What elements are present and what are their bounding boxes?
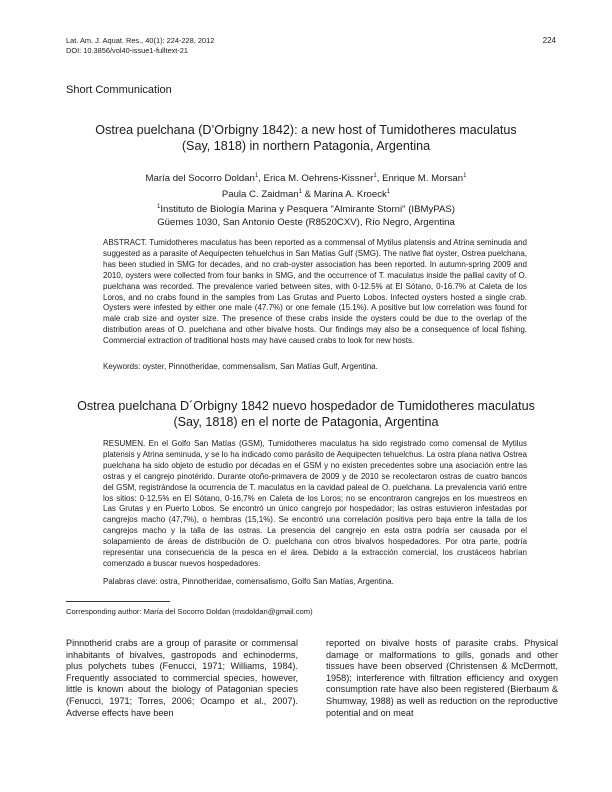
- author-separator: ,: [376, 173, 383, 185]
- keywords-label: Keywords:: [103, 362, 141, 371]
- resumen-label: RESUMEN.: [103, 439, 146, 448]
- abstract-label: ABSTRACT.: [103, 238, 148, 247]
- affiliation-mark: 1: [373, 173, 377, 179]
- abstract-en: [103, 238, 527, 347]
- running-header: [66, 36, 214, 56]
- abstract-text: Tumidotheres maculatus has been reported as a commensal of Mytilus platensis and Atrina seminuda and suggested as a parasite of Aequipecten tehuelchus in San Matías Gulf (SMG). The native flat oyster, Ostrea puelchana, has been studied in SMG for decades, and no crab-oyster association has been reported. In autumn-spring 2009 and 2010, oysters were collected from four banks in SMG, and the occurrence of T. maculatus inside the pallial cavity of O. puelchana was recorded. The prevalence varied between sites, with 0-12.5% at El Sótano, 0-16.7% at Caleta de los Loros, and no crabs found in the samples from Las Grutas and Puerto Lobos. Infected oysters hosted a single crab. Oysters were infested by either one male (47.7%) or one female (15.1%). A positive but low correlation was found for male crab size and oyster size. The presence of these crabs inside the oysters could be due to the overlap of the distribution areas of O. puelchana and other bivalve hosts. Our findings may also be a consequence of local fishing. Commercial extraction of traditional hosts may have caused crabs to look for new hosts.: [103, 238, 528, 346]
- author-separator: &: [302, 188, 314, 200]
- keywords-text: oyster, Pinnotheridae, commensalism, San Matías Gulf, Argentina.: [142, 362, 378, 371]
- footnote-rule: [66, 601, 170, 602]
- affiliation-mark: 1: [386, 188, 391, 195]
- keywords-en: [103, 362, 527, 371]
- affiliation-mark: 1: [298, 188, 302, 195]
- author-block: [66, 170, 546, 229]
- affiliation-mark: 1: [254, 173, 259, 179]
- abstract-es: [103, 439, 527, 570]
- resumen-text: En el Golfo San Matías (GSM), Tumidotheres maculatus ha sido registrado como comensal de Mytilus platensis y Atrina seminuda, y se lo ha indicado como parásito de Aequipecten tehuelchus. La ostra plana nativa Ostrea puelchana ha sido objeto de estudio por décadas en el GSM y no existen precedentes sobre una asociación entre las ostras y el cangrejo pinotérido. Durante otoño-primavera de 2009 y de 2010 se recolectaron ostras de cuatro bancos del GSM, registrándose la ocurrencia de T. maculatus en la cavidad paleal de O. puelchana. La prevalencia varió entre los sitios: 0-12,5% en El Sótano, 0-16,7% en Caleta de los Loros; no se encontraron cangrejos en los muestreos en Las Grutas y en Puerto Lobos. Se encontró un único cangrejo por hospedador; las ostras estuvieron infestadas por cangrejos macho (47,7%), o hembras (15,1%). Se encontró una correlación positiva pero baja entre la talla de los cangrejos macho y la talla de las ostras. La presencia del cangrejo en esta ostra podría ser causada por el solapamiento de áreas de distribución de O. puelchana con otros bivalvos hospedadores. Por otra parte, podría representar una consecuencia de la pesca en el área. Debido a la extracción comercial, los crustáceos habrían comenzado a buscar nuevos hospedadores.: [103, 439, 527, 568]
- corresponding-author: Corresponding author: María del Socorro Doldan (msdoldan@gmail.com): [66, 607, 313, 616]
- author-name: Paula C. Zaidman: [221, 188, 299, 200]
- title-en-line-1: Ostrea puelchana (D’Orbigny 1842): a new host of Tumidotheres maculatus: [95, 123, 517, 137]
- page-number: 224: [542, 36, 556, 45]
- section-label: Short Communication: [66, 84, 172, 96]
- institution-name: Instituto de Biología Marina y Pesquera "Almirante Storni" (IBMyPAS): [160, 204, 455, 216]
- doi: DOI: 10.3856/vol40-issue1-fulltext-21: [66, 46, 189, 55]
- address: Güemes 1030, San Antonio Oeste (R8520CXV), Río Negro, Argentina: [157, 216, 455, 228]
- palabras-clave-text: ostra, Pinnotheridae, comensalismo, Golfo San Matías, Argentina.: [159, 577, 394, 586]
- author-separator: ,: [258, 173, 264, 185]
- article-title-en: [66, 122, 546, 154]
- authors-line-2: [66, 186, 546, 202]
- article-title-es: [66, 398, 546, 430]
- keywords-es: [103, 577, 527, 586]
- title-en-line-2: (Say, 1818) in northern Patagonia, Argentina: [181, 139, 431, 153]
- title-es-line-2: (Say, 1818) en el norte de Patagonia, Argentina: [173, 415, 439, 429]
- author-name: Erica M. Oehrens-Kissner: [263, 173, 374, 185]
- institution: [66, 201, 546, 217]
- palabras-clave-label: Palabras clave:: [103, 577, 158, 586]
- author-name: María del Socorro Doldan: [145, 173, 255, 185]
- affiliation-mark: 1: [157, 204, 161, 211]
- affiliation-mark: 1: [463, 173, 467, 179]
- body-column-right: reported on bivalve hosts of parasite crabs. Physical damage or malformations to gills, gonads and other tissues have been observed (Christensen & McDermott, 1958); interference with filtration efficiency and oxygen consumption rate have also been registered (Bierbaum & Shumway, 1988) as well as reduction on the reproductive potential and on meat: [326, 638, 558, 718]
- authors-line-1: [66, 170, 546, 186]
- body-column-left: Pinnotherid crabs are a group of parasite or commensal inhabitants of bivalves, gastropods and echinoderms, plus polychets tubes (Fenucci, 1971; Williams, 1984). Frequently associated to commercial species, however, little is known about the biology of Patagonian species (Fenucci, 1971; Torres, 2006; Ocampo et al., 2007). Adverse effects have been: [66, 638, 298, 718]
- journal-citation: Lat. Am. J. Aquat. Res., 40(1): 224-228, 2012: [66, 36, 215, 45]
- author-name: Enrique M. Morsan: [382, 173, 464, 185]
- title-es-line-1: Ostrea puelchana D´Orbigny 1842 nuevo hospedador de Tumidotheres maculatus: [77, 399, 535, 413]
- author-name: Marina A. Kroeck: [313, 188, 387, 200]
